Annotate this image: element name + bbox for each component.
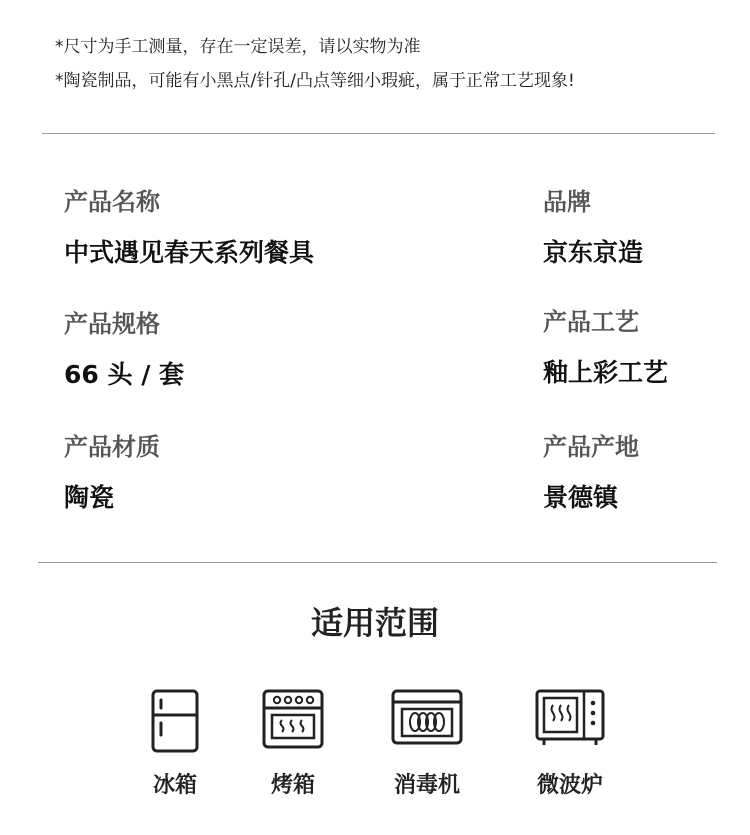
- usage-item-oven: [233, 688, 353, 799]
- sterilizer-icon: [390, 688, 464, 746]
- fridge-icon: [150, 688, 200, 754]
- usage-label: 冰箱: [152, 773, 197, 798]
- notes: [55, 30, 575, 98]
- spec-material: [64, 427, 160, 514]
- microwave-icon: [534, 688, 606, 748]
- spec-value: 釉上彩工艺: [543, 358, 669, 387]
- spec-brand: [543, 182, 643, 269]
- spec-label: 产品规格: [64, 310, 160, 338]
- usage-label: 微波炉: [536, 773, 603, 798]
- spec-value: 中式遇见春天系列餐具: [64, 238, 315, 267]
- spec-craft: [543, 302, 668, 389]
- spec-label: 产品产地: [543, 433, 639, 461]
- spec-value: 景德镇: [543, 483, 619, 512]
- bottom-divider: [38, 562, 717, 563]
- spec-label: 产品材质: [64, 433, 160, 461]
- usage-item-sterilizer: [367, 688, 487, 799]
- oven-icon: [261, 688, 325, 750]
- usage-item-fridge: [115, 688, 235, 799]
- usage-item-microwave: [510, 688, 630, 799]
- usage-title: 适用范围: [310, 604, 439, 642]
- spec-product-spec: [64, 304, 184, 391]
- top-divider: [42, 133, 715, 134]
- spec-value: 66 头 / 套: [64, 360, 185, 389]
- spec-value: 陶瓷: [64, 483, 115, 512]
- note-measurement: *尺寸为手工测量，存在一定误差，请以实物为准: [55, 37, 421, 57]
- usage-label: 烤箱: [270, 773, 315, 798]
- spec-label: 品牌: [543, 188, 591, 216]
- spec-value: 京东京造: [543, 238, 644, 267]
- usage-label: 消毒机: [393, 773, 460, 798]
- note-ceramic-flaws: *陶瓷制品，可能有小黑点/针孔/凸点等细小瑕疵，属于正常工艺现象!: [55, 71, 575, 91]
- spec-label: 产品工艺: [543, 308, 639, 336]
- spec-product-name: [64, 182, 314, 269]
- spec-origin: [543, 427, 639, 514]
- spec-label: 产品名称: [64, 188, 160, 216]
